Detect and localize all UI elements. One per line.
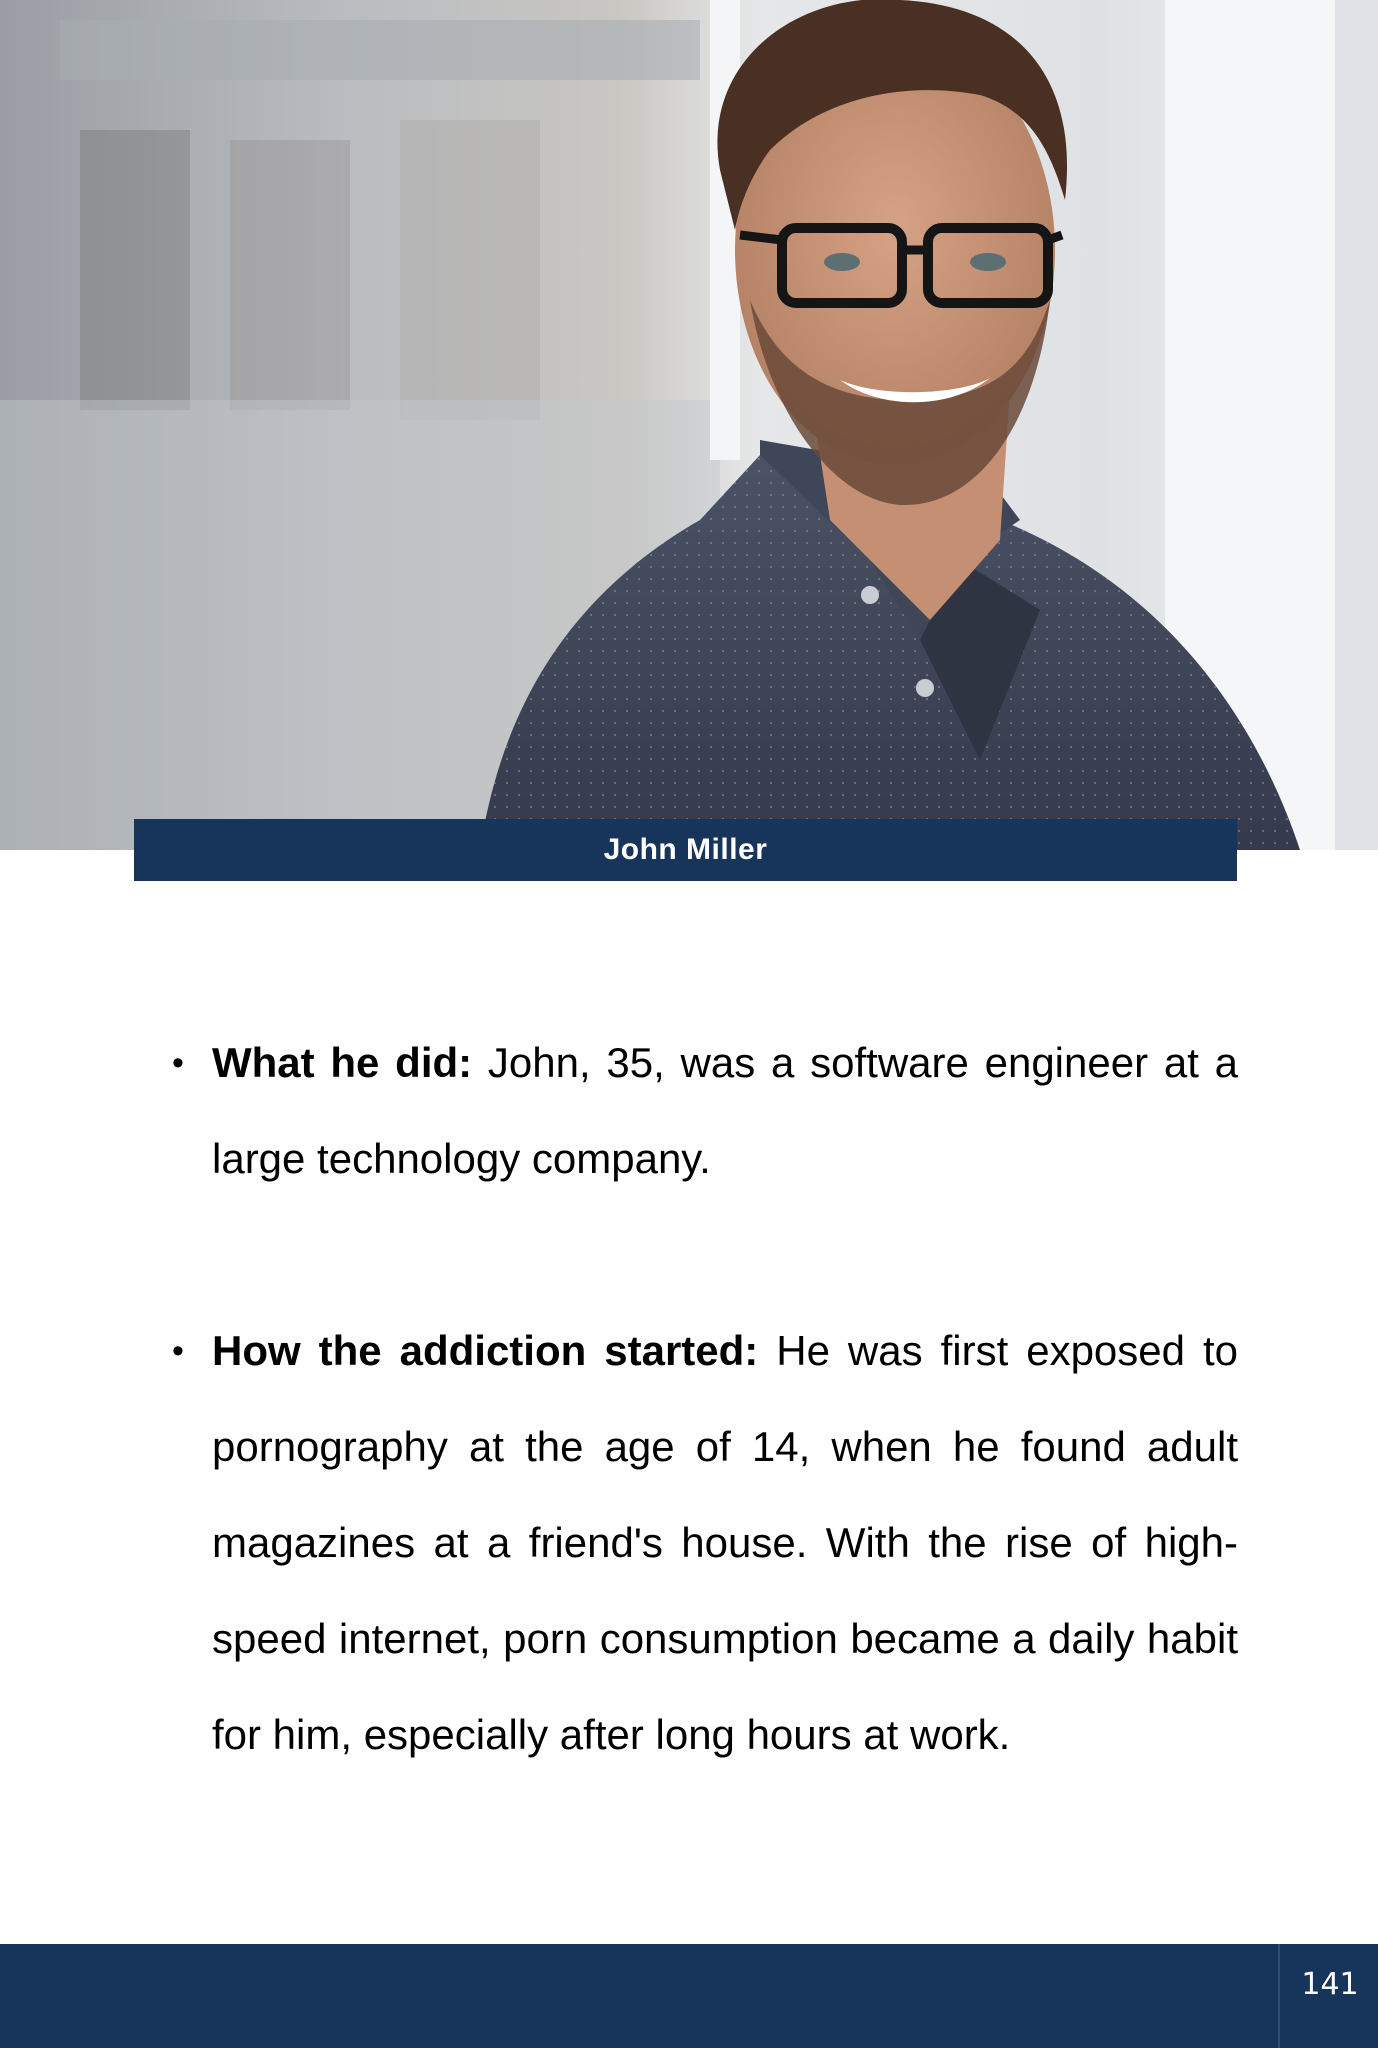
name-banner xyxy=(134,819,1237,881)
portrait-photo xyxy=(0,0,1378,850)
list-item xyxy=(172,1015,1238,1207)
person-name: John Miller xyxy=(603,833,768,866)
bullet-text: John, 35, was a software engineer at a large technology company. xyxy=(212,1039,1238,1182)
bullet-dot-icon: • xyxy=(172,1332,184,1370)
footer-divider xyxy=(1278,1944,1280,2048)
page-footer xyxy=(0,1944,1378,2048)
bullet-text: He was first exposed to pornography at the age of 14, when he found adult magazines at a friend's house. With the rise of high-speed internet, porn consumption became a daily habit for him, especially after long hours at work. xyxy=(212,1327,1239,1758)
list-item xyxy=(172,1303,1239,1783)
page-number: 141 xyxy=(1301,1966,1359,2002)
bullet-dot-icon: • xyxy=(172,1044,184,1082)
bullet-heading: What he did: xyxy=(212,1039,473,1086)
bullet-heading: How the addiction started: xyxy=(212,1327,759,1374)
